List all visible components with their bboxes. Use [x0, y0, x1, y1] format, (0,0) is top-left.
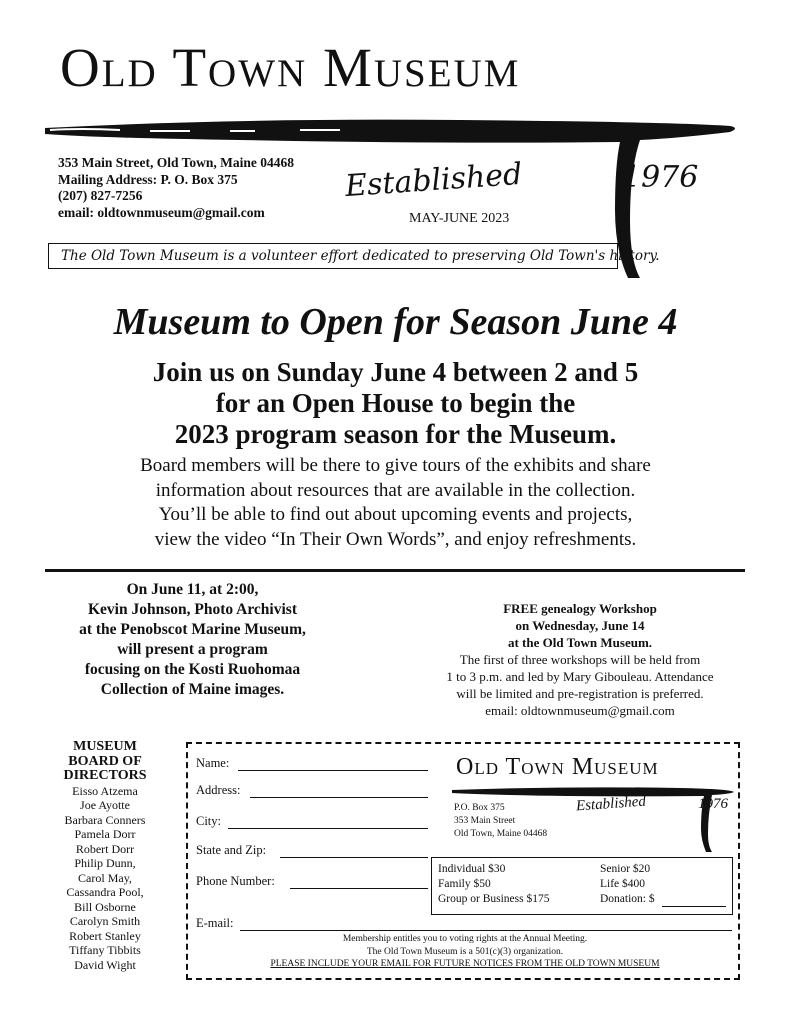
phone-field[interactable]: [290, 888, 428, 889]
mini-masthead-title: Old Town Museum: [456, 754, 659, 780]
event-line: Collection of Maine images.: [100, 681, 285, 698]
email-label: E-mail:: [196, 916, 234, 930]
established-script: Established: [343, 156, 524, 205]
established-year: 1976: [622, 160, 699, 195]
phone-number: (207) 827-7256: [58, 188, 143, 203]
workshop-title: FREE genealogy Workshop: [503, 601, 657, 616]
lead-body: [0, 454, 791, 552]
workshop-line: 1 to 3 p.m. and led by Mary Gibouleau. Attendance: [446, 669, 714, 684]
photo-program-notice: [40, 580, 345, 700]
workshop-line: The first of three workshops will be held from: [459, 652, 701, 667]
body-line: view the video “In Their Own Words”, and enjoy refreshments.: [154, 528, 637, 550]
headline: Museum to Open for Season June 4: [113, 301, 678, 343]
board-member: Philip Dunn,: [74, 856, 136, 870]
address-field[interactable]: [250, 797, 428, 798]
voting-rights-note: Membership entitles you to voting rights at the Annual Meeting.: [342, 934, 588, 944]
board-heading: BOARD OF: [68, 753, 142, 769]
subheadline: [0, 357, 791, 450]
workshop-email: email: oldtownmuseum@gmail.com: [485, 703, 675, 718]
body-line: information about resources that are available in the collection.: [155, 479, 636, 501]
board-member: Tiffany Tibbits: [69, 943, 141, 957]
event-line: focusing on the Kosti Ruohomaa: [84, 661, 301, 678]
event-line: at the Penobscot Marine Museum,: [79, 621, 306, 638]
phone-label: Phone Number:: [196, 874, 275, 888]
issue-date: MAY-JUNE 2023: [409, 211, 510, 226]
workshop-line: will be limited and pre-registration is preferred.: [456, 686, 704, 701]
membership-form: [186, 742, 740, 980]
board-member: Barbara Conners: [64, 812, 146, 827]
level-individual[interactable]: Individual $30: [438, 863, 506, 875]
mini-address-line: P.O. Box 375: [454, 803, 505, 813]
city-field[interactable]: [228, 828, 428, 829]
level-group[interactable]: Group or Business $175: [438, 893, 550, 905]
event-line: will present a program: [117, 641, 268, 658]
donation-field[interactable]: [662, 906, 726, 907]
masthead-title: Old Town Museum: [60, 37, 521, 98]
board-member: Robert Stanley: [69, 928, 141, 943]
board-heading: MUSEUM: [73, 739, 137, 754]
body-line: Board members will be there to give tours of the exhibits and share: [140, 455, 651, 476]
mission-statement: The Old Town Museum is a volunteer effort dedicated to preserving Old Town's history.: [48, 243, 618, 269]
board-member: Eisso Atzema: [72, 783, 138, 798]
state-zip-label: State and Zip:: [196, 843, 267, 857]
board-member: Robert Dorr: [75, 841, 135, 856]
address-block: [58, 155, 294, 221]
subhead-line: Join us on Sunday June 4 between 2 and 5: [152, 357, 639, 387]
mini-established: Established: [575, 793, 647, 815]
email-address: email: oldtownmuseum@gmail.com: [58, 204, 265, 220]
address-label: Address:: [196, 783, 241, 797]
mini-address-line: 353 Main Street: [454, 816, 516, 826]
mailing-address: Mailing Address: P. O. Box 375: [58, 171, 238, 187]
board-member: Cassandra Pool,: [66, 885, 144, 899]
level-life[interactable]: Life $400: [600, 878, 646, 890]
board-member: Carol May,: [78, 870, 132, 885]
board-member: Bill Osborne: [74, 899, 136, 914]
workshop-location: at the Old Town Museum.: [507, 635, 653, 650]
email-field[interactable]: [240, 930, 732, 931]
email-request-note: PLEASE INCLUDE YOUR EMAIL FOR FUTURE NOTICES FROM THE OLD TOWN MUSEUM: [270, 959, 660, 969]
membership-levels: [431, 857, 733, 915]
subhead-line: for an Open House to begin the: [215, 388, 576, 418]
city-label: City:: [196, 814, 222, 828]
state-zip-field[interactable]: [280, 857, 428, 858]
level-donation: Donation: $: [600, 893, 655, 905]
event-line: On June 11, at 2:00,: [126, 581, 259, 598]
mini-year: 1976: [698, 796, 728, 812]
board-member: Pamela Dorr: [74, 827, 136, 841]
event-line: Kevin Johnson, Photo Archivist: [87, 601, 297, 618]
street-address: 353 Main Street, Old Town, Maine 04468: [58, 155, 295, 170]
board-of-directors: [30, 740, 180, 972]
subhead-line: 2023 program season for the Museum.: [174, 419, 617, 449]
level-senior[interactable]: Senior $20: [600, 863, 651, 875]
level-family[interactable]: Family $50: [438, 878, 491, 890]
genealogy-workshop-notice: [420, 600, 740, 719]
board-member: Joe Ayotte: [80, 798, 130, 812]
workshop-date: on Wednesday, June 14: [515, 618, 645, 633]
nonprofit-note: The Old Town Museum is a 501(c)(3) organization.: [366, 947, 564, 957]
name-field[interactable]: [238, 770, 428, 771]
board-heading: DIRECTORS: [63, 768, 147, 783]
board-member: David Wight: [74, 957, 136, 972]
mini-address-line: Old Town, Maine 04468: [454, 829, 548, 839]
board-member: Carolyn Smith: [69, 914, 141, 928]
mini-address: [454, 802, 547, 841]
name-label: Name:: [196, 756, 230, 770]
body-line: You’ll be able to find out about upcoming events and projects,: [158, 504, 633, 525]
section-divider: [45, 569, 745, 572]
